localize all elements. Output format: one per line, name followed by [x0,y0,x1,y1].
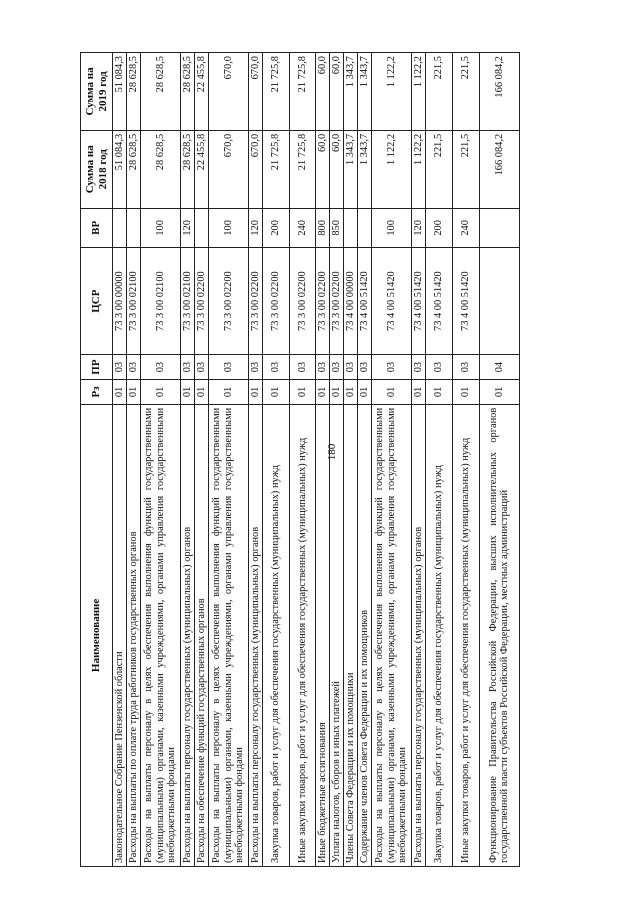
row-sum-2019: 1 343,7 [358,53,372,131]
table-row [262,53,289,867]
row-sum-2019: 1 122,2 [412,53,426,131]
row-rz: 01 [289,379,316,404]
row-vr [479,208,519,247]
table-body [113,53,520,867]
table-row [248,53,262,867]
row-csr: 73 3 00 02200 [316,248,330,355]
row-csr: 73 4 00 51420 [358,248,372,355]
table-row [452,53,479,867]
row-sum-2019: 28 628,5 [140,53,180,131]
budget-table [80,52,520,867]
row-csr: 73 3 00 02200 [262,248,289,355]
row-vr: 120 [248,208,262,247]
row-sum-2019: 221,5 [426,53,453,131]
row-csr: 73 4 00 51420 [412,248,426,355]
row-csr [479,248,519,355]
table-row [479,53,519,867]
row-csr: 73 3 00 00000 [113,248,127,355]
row-csr: 73 4 00 51420 [372,248,412,355]
header-name: Наименование [81,404,113,866]
row-rz: 01 [194,379,208,404]
table-row [412,53,426,867]
row-vr: 100 [372,208,412,247]
row-name: Закупка товаров, работ и услуг для обеспечения государственных (муниципальных) нужд [426,404,453,866]
header-row [81,53,113,867]
row-name: Расходы на выплаты персоналу в целях обеспечения выполнения функций государственными (муниципальными) органами, казенными учреждениями, органами управления государственными внебюджетными фондами [140,404,180,866]
row-vr [344,208,358,247]
header-sum-2019-line2: 2019 год [96,71,109,112]
row-csr: 73 4 00 51420 [452,248,479,355]
row-sum-2018: 28 628,5 [180,130,194,208]
header-sum-2019-line1: Сумма на [84,67,97,116]
header-sum-2018-line2: 2018 год [96,149,109,190]
row-csr: 73 3 00 02200 [208,248,248,355]
row-name: Законодательное Собрание Пензенской области [113,404,127,866]
row-sum-2019: 60,0 [316,53,330,131]
table-row [194,53,208,867]
row-name: Иные закупки товаров, работ и услуг для обеспечения государственных (муниципальных) нужд [452,404,479,866]
row-name: Иные бюджетные ассигнования [316,404,330,866]
row-name: Расходы на выплаты персоналу государственных (муниципальных) органов [180,404,194,866]
table-row [330,53,344,867]
row-csr: 73 4 00 00000 [344,248,358,355]
row-csr: 73 3 00 02100 [180,248,194,355]
table-row [126,53,140,867]
row-pr: 03 [452,355,479,380]
row-sum-2019: 221,5 [452,53,479,131]
row-pr: 03 [426,355,453,380]
row-pr: 03 [262,355,289,380]
row-sum-2018: 221,5 [452,130,479,208]
row-csr: 73 3 00 02200 [194,248,208,355]
row-vr: 800 [316,208,330,247]
row-sum-2018: 166 084,2 [479,130,519,208]
row-sum-2018: 670,0 [208,130,248,208]
row-sum-2019: 670,0 [208,53,248,131]
row-sum-2018: 22 455,8 [194,130,208,208]
row-vr: 200 [262,208,289,247]
row-vr [194,208,208,247]
row-pr: 03 [180,355,194,380]
row-name: Иные закупки товаров, работ и услуг для обеспечения государственных (муниципальных) нужд [289,404,316,866]
row-rz: 01 [113,379,127,404]
table-row [208,53,248,867]
header-sum-2018-line1: Сумма на [84,145,97,194]
row-sum-2018: 21 725,8 [262,130,289,208]
row-name: Расходы на выплаты персоналу в целях обеспечения выполнения функций государственными (муниципальными) органами, казенными учреждениями, органами управления государственными внебюджетными фондами [208,404,248,866]
row-vr: 850 [330,208,344,247]
row-pr: 03 [289,355,316,380]
table-row [372,53,412,867]
row-csr: 73 3 00 02200 [289,248,316,355]
page-number: 180 [326,443,338,461]
row-sum-2018: 21 725,8 [289,130,316,208]
row-rz: 01 [412,379,426,404]
row-name: Содержание членов Совета Федерации и их помощников [358,404,372,866]
row-csr: 73 4 00 51420 [426,248,453,355]
row-rz: 01 [479,379,519,404]
row-vr: 120 [412,208,426,247]
row-rz: 01 [344,379,358,404]
row-sum-2018: 670,0 [248,130,262,208]
row-sum-2019: 21 725,8 [262,53,289,131]
table-row [344,53,358,867]
header-rz: Рз [81,379,113,404]
row-pr: 03 [113,355,127,380]
row-rz: 01 [180,379,194,404]
row-rz: 01 [208,379,248,404]
row-name: Расходы на обеспечение функций государственных органов [194,404,208,866]
row-sum-2018: 60,0 [316,130,330,208]
row-name: Функционирование Правительства Российской Федерации, высших исполнительных органов государственной власти субъектов Российской Федерации, местных администраций [479,404,519,866]
row-csr: 73 3 00 02200 [248,248,262,355]
header-sum-2018 [81,130,113,208]
row-csr: 73 3 00 02100 [126,248,140,355]
row-vr: 120 [180,208,194,247]
row-sum-2019: 28 628,5 [180,53,194,131]
row-pr: 03 [358,355,372,380]
header-csr: ЦСР [81,248,113,355]
row-pr: 03 [248,355,262,380]
row-sum-2018: 51 084,3 [113,130,127,208]
header-vr: ВР [81,208,113,247]
row-rz: 01 [330,379,344,404]
row-vr: 240 [452,208,479,247]
row-sum-2018: 1 343,7 [358,130,372,208]
table-row [180,53,194,867]
row-sum-2019: 166 084,2 [479,53,519,131]
row-vr: 240 [289,208,316,247]
row-sum-2019: 1 122,2 [372,53,412,131]
row-name: Расходы на выплаты персоналу государственных (муниципальных) органов [412,404,426,866]
row-rz: 01 [262,379,289,404]
row-sum-2019: 28 628,5 [126,53,140,131]
row-rz: 01 [126,379,140,404]
row-sum-2019: 670,0 [248,53,262,131]
table-row [358,53,372,867]
table-row [113,53,127,867]
row-name: Закупка товаров, работ и услуг для обеспечения государственных (муниципальных) нужд [262,404,289,866]
row-vr: 100 [208,208,248,247]
row-sum-2018: 28 628,5 [140,130,180,208]
row-pr: 03 [140,355,180,380]
row-name: Расходы на выплаты персоналу государственных (муниципальных) органов [248,404,262,866]
row-csr: 73 3 00 02100 [140,248,180,355]
header-sum-2019 [81,53,113,131]
row-rz: 01 [316,379,330,404]
table-row [289,53,316,867]
row-sum-2019: 22 455,8 [194,53,208,131]
row-sum-2019: 1 343,7 [344,53,358,131]
row-name: Расходы на выплаты по оплате труда работников государственных органов [126,404,140,866]
row-sum-2018: 1 122,2 [412,130,426,208]
row-rz: 01 [358,379,372,404]
header-pr: ПР [81,355,113,380]
row-pr: 04 [479,355,519,380]
table-row [426,53,453,867]
row-rz: 01 [372,379,412,404]
row-sum-2018: 28 628,5 [126,130,140,208]
row-vr [358,208,372,247]
row-rz: 01 [248,379,262,404]
row-rz: 01 [140,379,180,404]
row-name: Расходы на выплаты персоналу в целях обеспечения выполнения функций государственными (муниципальными) органами, казенными учреждениями, органами управления государственными внебюджетными фондами [372,404,412,866]
row-name: Члены Совета Федерации и их помощники [344,404,358,866]
row-pr: 03 [208,355,248,380]
row-pr: 03 [344,355,358,380]
rotated-page-content [80,52,520,867]
table-row [140,53,180,867]
row-sum-2018: 1 122,2 [372,130,412,208]
row-rz: 01 [426,379,453,404]
row-pr: 03 [412,355,426,380]
row-name: Уплата налогов, сборов и иных платежей [330,404,344,866]
row-vr: 100 [140,208,180,247]
row-pr: 03 [194,355,208,380]
row-pr: 03 [316,355,330,380]
row-rz: 01 [452,379,479,404]
table-row [316,53,330,867]
row-sum-2018: 60,0 [330,130,344,208]
row-pr: 03 [372,355,412,380]
row-sum-2019: 21 725,8 [289,53,316,131]
row-csr: 73 3 00 02200 [330,248,344,355]
row-vr [113,208,127,247]
row-vr: 200 [426,208,453,247]
row-vr [126,208,140,247]
row-sum-2018: 1 343,7 [344,130,358,208]
row-sum-2019: 60,0 [330,53,344,131]
row-pr: 03 [330,355,344,380]
row-sum-2018: 221,5 [426,130,453,208]
row-pr: 03 [126,355,140,380]
row-sum-2019: 51 084,3 [113,53,127,131]
